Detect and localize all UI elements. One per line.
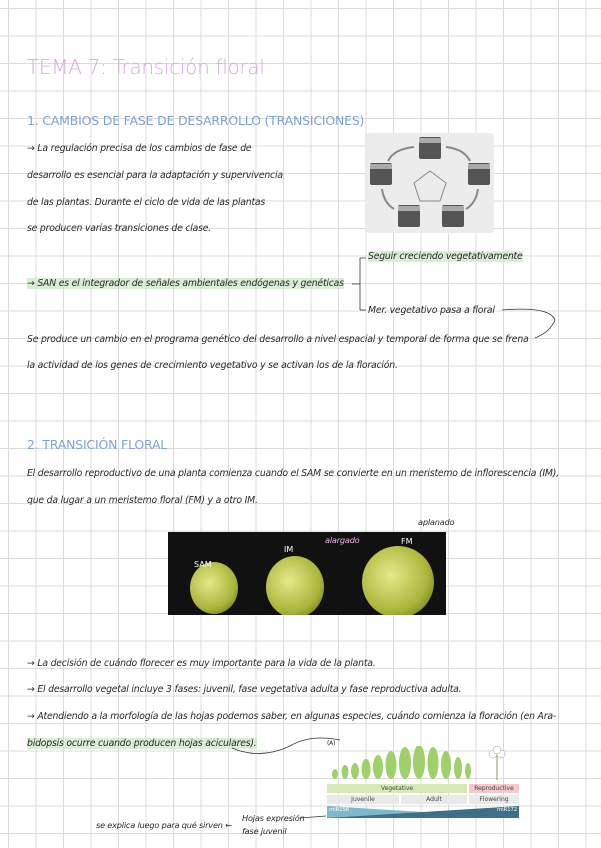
- text-line: El desarrollo reproductivo de una planta comienza cuando el SAM se convierte en un meristemo de inflorescencia (IM),: [27, 468, 559, 479]
- bullet-text: bidopsis ocurre cuando producen hojas aciculares).: [27, 738, 257, 749]
- bullet-line: → La decisión de cuándo florecer es muy importante para la vida de la planta.: [27, 658, 376, 669]
- im-meristem: [266, 556, 324, 615]
- page-title: TEMA 7: Transición floral: [27, 55, 265, 79]
- footnote-left: se explica luego para qué sirven ←: [96, 820, 232, 830]
- paragraph-line: la actividad de los genes de crecimiento vegetativo y se activan los de la floración.: [27, 360, 398, 371]
- bar-flowering: Flowering: [469, 795, 519, 804]
- paragraph-line: Se produce un cambio en el programa genético del desarrollo a nivel espacial y temporal de forma que se frena: [27, 334, 529, 345]
- footnote-right-1: Hojas expresión: [242, 813, 305, 823]
- label-mir156: miR156: [329, 807, 350, 813]
- branch-bottom: Mer. vegetativo pasa a floral: [368, 305, 495, 316]
- mirna-gradient: [327, 806, 519, 818]
- text-line: de las plantas. Durante el ciclo de vida de las plantas: [27, 197, 266, 208]
- bar-reproductive: Reproductive: [469, 784, 519, 793]
- san-line: [27, 278, 344, 289]
- text-line: desarrollo es esencial para la adaptación y supervivencia: [27, 170, 283, 181]
- san-text: → SAN es el integrador de señales ambientales endógenas y genéticas: [27, 278, 344, 289]
- section-heading-2: 2. TRANSICIÓN FLORAL: [27, 437, 168, 452]
- branch-top-text: Seguir creciendo vegetativamente: [368, 251, 523, 262]
- bullet-line: → Atendiendo a la morfología de las hojas podemos saber, en algunas especies, cuándo comienza la floración (en Ara-: [27, 711, 556, 722]
- label-im: IM: [284, 545, 294, 554]
- text-line: que da lugar a un meristemo floral (FM) y a otro IM.: [27, 495, 258, 506]
- footnote-right-2: fase juvenil: [242, 826, 287, 836]
- annotation-alargado: alargado: [325, 535, 360, 545]
- bar-vegetative: Vegetative: [327, 784, 467, 793]
- cycle-arrows: [366, 133, 494, 233]
- phase-cycle-diagram: [366, 133, 494, 233]
- figure-tag: (A): [327, 740, 336, 747]
- meristem-photo: [168, 532, 446, 615]
- bar-adult: Adult: [401, 795, 467, 804]
- fm-meristem: [362, 546, 434, 615]
- annotation-aplanado: aplanado: [418, 517, 455, 527]
- footnote-arrow: [300, 812, 330, 824]
- label-fm: FM: [401, 537, 413, 546]
- label-sam: SAM: [194, 560, 212, 569]
- section-heading-1: 1. CAMBIOS DE FASE DE DESARROLLO (TRANSICIONES): [27, 113, 365, 128]
- bullet-line: → El desarrollo vegetal incluye 3 fases: juvenil, fase vegetativa adulta y fase reproductiva adulta.: [27, 684, 462, 695]
- bullet-line: [27, 738, 257, 749]
- text-line: → La regulación precisa de los cambios de fase de: [27, 143, 252, 154]
- text-line: se producen varias transiciones de clase.: [27, 223, 212, 234]
- leaf-phase-figure: [325, 740, 521, 820]
- bar-juvenile: Juvenile: [327, 795, 399, 804]
- branch-top: [368, 251, 523, 262]
- branch-bracket: [350, 250, 570, 340]
- leaf-series: [325, 746, 521, 782]
- sam-meristem: [190, 562, 238, 614]
- label-mir172: miR172: [497, 807, 518, 813]
